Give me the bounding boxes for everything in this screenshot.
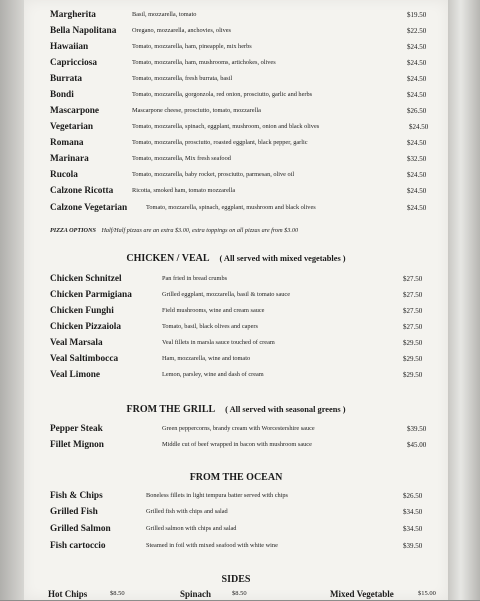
item-description: Tomato, mozzarella, fresh burrata, basil <box>132 75 233 82</box>
menu-item <box>50 338 448 352</box>
menu-item <box>50 26 448 40</box>
item-name: Hawaiian <box>50 42 89 52</box>
menu-item <box>50 10 448 24</box>
item-price: $29.50 <box>403 355 423 363</box>
item-description: Middle cut of beef wrapped in bacon with mushroom sauce <box>162 441 312 448</box>
item-price: $24.50 <box>407 91 427 99</box>
menu-item <box>50 154 448 168</box>
item-name: Chicken Schnitzel <box>50 274 122 284</box>
menu-item <box>50 170 448 184</box>
item-description: Ham, mozzarella, wine and tomato <box>162 355 251 362</box>
item-price: $19.50 <box>407 11 427 19</box>
item-price: $29.50 <box>403 339 423 347</box>
item-price: $27.50 <box>403 291 423 299</box>
item-description: Oregano, mozzarella, anchovies, olives <box>132 27 231 34</box>
item-name: Margherita <box>50 10 96 20</box>
item-description: Tomato, mozzarella, spinach, eggplant, mushroom, onion and black olives <box>132 123 320 130</box>
menu-item <box>50 322 448 336</box>
item-price: $24.50 <box>407 187 427 195</box>
item-price: $22.50 <box>407 27 427 35</box>
menu-item <box>50 541 448 555</box>
section-subtitle: ( All served with mixed vegetables ) <box>219 254 346 263</box>
item-name: Chicken Funghi <box>50 306 114 316</box>
menu-item <box>50 42 448 56</box>
item-description: Tomato, mozzarella, gorgonzola, red onion, prosciutto, garlic and herbs <box>132 91 313 98</box>
section-heading-chicken-veal <box>24 253 448 264</box>
item-price: $45.00 <box>407 441 427 449</box>
item-price: $27.50 <box>403 323 423 331</box>
item-description: Lemon, parsley, wine and dash of cream <box>162 371 264 378</box>
item-description: Tomato, basil, black olives and capers <box>162 323 258 330</box>
menu-item <box>50 58 448 72</box>
item-price: $34.50 <box>403 525 423 533</box>
item-name: Burrata <box>50 74 83 84</box>
item-name: Fish cartoccio <box>50 541 106 551</box>
menu-item <box>50 106 448 120</box>
item-price: $39.50 <box>403 542 423 550</box>
item-price: $24.50 <box>407 59 427 67</box>
item-name: Chicken Parmigiana <box>50 290 132 300</box>
item-name: Veal Limone <box>50 370 101 380</box>
item-price: $29.50 <box>403 371 423 379</box>
photo-edge-right <box>448 0 480 600</box>
menu-item <box>50 203 448 217</box>
item-price: $32.50 <box>407 155 427 163</box>
section-heading-grill <box>24 404 448 415</box>
item-name: Pepper Steak <box>50 424 103 434</box>
item-description: Ricotta, smoked ham, tomato mozzarella <box>132 187 236 194</box>
menu-item <box>50 138 448 152</box>
item-description: Veal fillets in marsla sauce touched of cream <box>162 339 275 346</box>
item-name: Grilled Fish <box>50 507 98 517</box>
item-name: Grilled Salmon <box>50 524 111 534</box>
side-price: $8.50 <box>232 590 247 597</box>
section-title: CHICKEN / VEAL <box>126 253 210 264</box>
menu-item <box>50 440 448 454</box>
section-title: FROM THE GRILL <box>126 404 215 415</box>
menu-item <box>50 424 448 438</box>
menu-page <box>24 0 448 600</box>
section-title: FROM THE OCEAN <box>189 472 283 483</box>
item-name: Marinara <box>50 154 89 164</box>
item-description: Steamed in foil with mixed seafood with white wine <box>146 542 278 549</box>
item-price: $24.50 <box>407 171 427 179</box>
item-price: $24.50 <box>407 43 427 51</box>
side-name: Spinach <box>180 589 212 599</box>
menu-item <box>50 74 448 88</box>
item-name: Fillet Mignon <box>50 440 104 450</box>
section-subtitle: ( All served with seasonal greens ) <box>225 405 346 414</box>
menu-item <box>50 370 448 384</box>
item-name: Fish & Chips <box>50 491 103 501</box>
menu-item <box>50 122 448 136</box>
item-name: Bondi <box>50 90 74 100</box>
item-description: Tomato, mozzarella, prosciutto, roasted eggplant, black pepper, garlic <box>132 139 308 146</box>
side-price: $8.50 <box>110 590 125 597</box>
menu-item <box>50 354 448 368</box>
item-price: $24.50 <box>409 123 429 131</box>
item-price: $24.50 <box>407 75 427 83</box>
sides-list <box>48 589 448 601</box>
item-price: $24.50 <box>407 139 427 147</box>
item-description: Grilled fish with chips and salad <box>146 508 228 515</box>
item-description: Tomato, mozzarella, Mix fresh seafood <box>132 155 231 162</box>
item-name: Veal Marsala <box>50 338 103 348</box>
item-name: Rucola <box>50 170 78 180</box>
section-heading-ocean <box>24 472 448 483</box>
menu-item <box>50 274 448 288</box>
item-description: Tomato, mozzarella, baby rocket, prosciutto, parmesan, olive oil <box>132 171 295 178</box>
item-price: $34.50 <box>403 508 423 516</box>
item-description: Tomato, mozzarella, spinach, eggplant, mushroom and black olives <box>146 204 316 211</box>
item-name: Chicken Pizzaiola <box>50 322 122 332</box>
side-price: $15.00 <box>418 590 436 597</box>
pizza-options-note <box>50 227 298 234</box>
pizza-options-text: Half/Half pizzas are an extra $3.00, extra toppings on all pizzas are from $3.00 <box>101 227 299 234</box>
menu-item <box>50 491 448 505</box>
menu-item <box>50 524 448 538</box>
item-description: Grilled eggplant, mozzarella, basil & tomato sauce <box>162 291 290 298</box>
item-name: Vegetarian <box>50 122 94 132</box>
item-description: Basil, mozzarella, tomato <box>132 11 197 18</box>
item-price: $27.50 <box>403 307 423 315</box>
section-heading-sides <box>24 574 448 585</box>
item-description: Boneless fillets in light tempura batter served with chips <box>146 492 288 499</box>
item-name: Veal Saltimbocca <box>50 354 119 364</box>
item-name: Bella Napolitana <box>50 26 117 36</box>
item-description: Green peppercorns, brandy cream with Worcestershire sauce <box>162 425 315 432</box>
item-description: Mascarpone cheese, prosciutto, tomato, mozzarella <box>132 107 261 114</box>
item-description: Pan fried in bread crumbs <box>162 275 228 282</box>
item-name: Calzone Vegetarian <box>50 203 128 213</box>
item-description: Tomato, mozzarella, ham, mushrooms, artichokes, olives <box>132 59 276 66</box>
item-description: Field mushrooms, wine and cream sauce <box>162 307 265 314</box>
menu-item <box>50 290 448 304</box>
menu-item <box>50 507 448 521</box>
item-description: Grilled salmon with chips and salad <box>146 525 237 532</box>
item-price: $26.50 <box>403 492 423 500</box>
item-price: $24.50 <box>407 204 427 212</box>
menu-item <box>50 306 448 320</box>
side-name: Mixed Vegetable <box>330 589 394 599</box>
pizza-options-label: PIZZA OPTIONS <box>50 227 96 234</box>
item-name: Capricciosa <box>50 58 97 68</box>
photo-edge-left <box>0 0 24 600</box>
item-price: $26.50 <box>407 107 427 115</box>
menu-item <box>50 90 448 104</box>
section-title: SIDES <box>221 574 251 585</box>
item-price: $27.50 <box>403 275 423 283</box>
item-name: Mascarpone <box>50 106 100 116</box>
item-name: Romana <box>50 138 84 148</box>
item-description: Tomato, mozzarella, ham, pineapple, mix herbs <box>132 43 252 50</box>
menu-item <box>50 186 448 200</box>
side-name: Hot Chips <box>48 589 88 599</box>
item-name: Calzone Ricotta <box>50 186 114 196</box>
item-price: $39.50 <box>407 425 427 433</box>
